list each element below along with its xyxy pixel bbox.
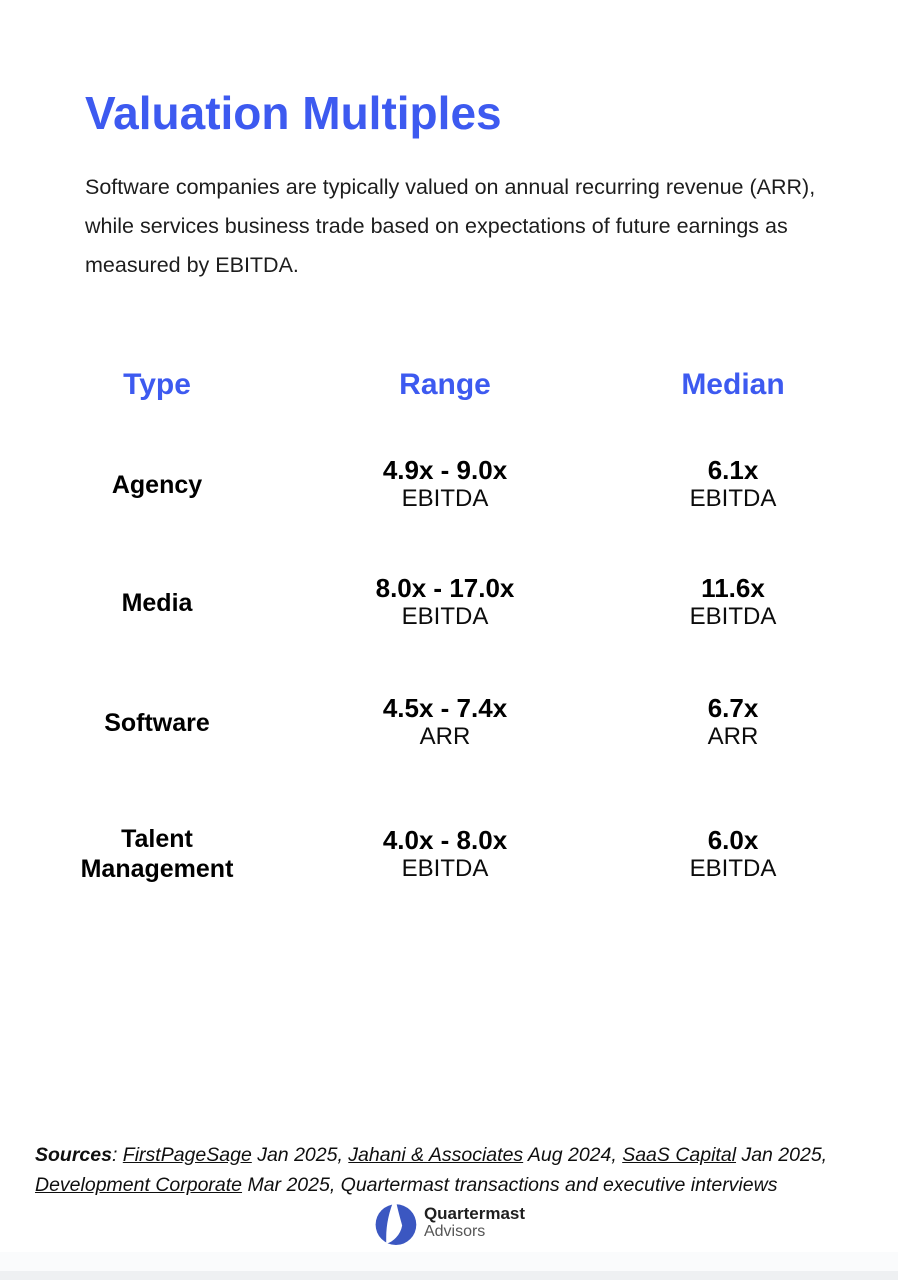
range-value: 4.5x - 7.4x <box>382 693 508 723</box>
range-value: 8.0x - 17.0x <box>375 573 515 603</box>
row-median-cell <box>589 694 877 751</box>
range-unit: EBITDA <box>401 603 489 630</box>
table-row <box>13 824 877 884</box>
sources-footnote <box>35 1140 867 1200</box>
sources-text: Mar 2025, Quartermast transactions and executive interviews <box>242 1173 778 1196</box>
sources-text: Jan 2025, <box>251 1143 349 1166</box>
column-header-median: Median <box>681 368 785 401</box>
bottom-bar <box>0 1271 898 1280</box>
row-median-cell <box>589 456 877 513</box>
row-type-label: Talent Management <box>80 825 234 883</box>
logo-text <box>424 1204 525 1241</box>
column-header-type: Type <box>123 368 191 401</box>
sailboat-logo-icon <box>373 1196 419 1248</box>
row-range-cell <box>301 456 589 513</box>
median-value: 6.1x <box>707 455 759 485</box>
sources-label: Sources <box>35 1143 112 1166</box>
median-value: 6.7x <box>707 693 759 723</box>
row-range-cell <box>301 694 589 751</box>
bottom-fade <box>0 1252 898 1271</box>
source-link-saas-capital[interactable]: SaaS Capital <box>622 1143 737 1166</box>
median-unit: EBITDA <box>689 603 777 630</box>
median-unit: EBITDA <box>689 485 777 512</box>
range-value: 4.9x - 9.0x <box>382 455 508 485</box>
intro-paragraph: Software companies are typically valued on annual recurring revenue (ARR), while services business trade based on expectations of future earnings as measured by EBITDA. <box>85 175 816 277</box>
row-type-label: Media <box>121 588 193 617</box>
source-link-firstpagesage[interactable]: FirstPageSage <box>122 1143 252 1166</box>
source-link-development-corporate[interactable]: Development Corporate <box>35 1173 243 1196</box>
table-row <box>13 574 877 631</box>
page-title: Valuation Multiples <box>85 87 502 139</box>
table-row <box>13 456 877 513</box>
median-unit: EBITDA <box>689 854 777 882</box>
range-unit: ARR <box>419 723 471 750</box>
row-median-cell <box>589 826 877 883</box>
column-header-range: Range <box>399 368 491 401</box>
table-row <box>13 694 877 751</box>
sources-text: : <box>111 1143 123 1166</box>
row-range-cell <box>301 826 589 883</box>
median-unit: ARR <box>707 723 759 750</box>
logo-company-name: Quartermast <box>423 1203 526 1223</box>
row-range-cell <box>301 574 589 631</box>
row-median-cell <box>589 574 877 631</box>
range-value: 4.0x - 8.0x <box>382 824 508 855</box>
quartermast-logo <box>373 1196 525 1248</box>
range-unit: EBITDA <box>401 485 489 512</box>
source-link-jahani-associates[interactable]: Jahani & Associates <box>348 1143 524 1166</box>
median-value: 11.6x <box>701 573 765 603</box>
table-header-row <box>13 368 877 402</box>
sources-text: Jan 2025, <box>736 1143 828 1166</box>
row-type-label: Agency <box>111 470 203 499</box>
median-value: 6.0x <box>707 824 759 855</box>
sources-text: Aug 2024, <box>523 1143 623 1166</box>
logo-company-sub: Advisors <box>423 1222 486 1240</box>
range-unit: EBITDA <box>401 854 489 882</box>
row-type-label: Software <box>104 708 210 737</box>
